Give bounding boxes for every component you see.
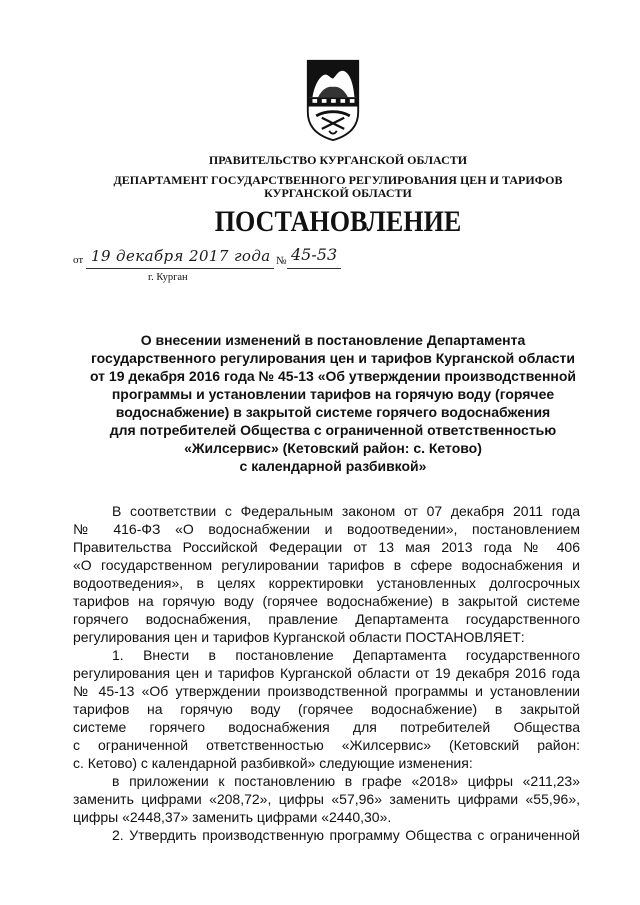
department-name-line-1: ДЕПАРТАМЕНТ ГОСУДАРСТВЕННОГО РЕГУЛИРОВАНИЯ ЦЕН И ТАРИФОВ <box>113 173 563 187</box>
body-line: 1. Внести в постановление Департамента государственного <box>112 647 580 663</box>
body-line: 2. Утвердить производственную программу Общества с ограниченной <box>112 827 580 843</box>
title-line: для потребителей Общества с ограниченной ответственностью <box>109 422 557 438</box>
number-underline <box>287 268 341 269</box>
body-line: В соответствии с Федеральным законом от 07 декабря 2011 года <box>112 503 580 519</box>
body-line: цифры «2448,37» заменить цифрами «2440,30». <box>73 809 392 825</box>
body-line: «О государственном регулировании тарифов в сфере водоснабжения и <box>73 557 580 573</box>
paragraph-item-1 <box>73 646 580 772</box>
title-line: водоснабжение) в закрытой системе горячего водоснабжения <box>115 404 551 420</box>
date-from-label: от <box>73 254 84 266</box>
body-line: горячего водоснабжения, правление Департамента государственного <box>73 611 580 627</box>
body-line: с. Кетово) с календарной разбивкой» следующие изменения: <box>73 755 473 771</box>
body-line: Правительства Российской Федерации от 13 мая 2013 года № 406 <box>73 539 580 555</box>
number-label: № <box>276 255 287 267</box>
paragraph-amendment <box>73 772 580 826</box>
document-body <box>73 502 580 844</box>
body-line: с ограниченной ответственностью «Жилсервис» (Кетовский район: <box>73 737 580 753</box>
paragraph-item-2 <box>73 826 580 844</box>
title-line: «Жилсервис» (Кетовский район: с. Кетово) <box>184 440 482 456</box>
body-line: в приложении к постановлению в графе «2018» цифры «211,23» <box>112 773 580 789</box>
city-label: г. Курган <box>148 272 188 283</box>
handwritten-document-number: 45-53 <box>291 245 338 264</box>
department-name-line-2: КУРГАНСКОЙ ОБЛАСТИ <box>264 186 412 200</box>
coat-of-arms-icon <box>305 58 361 142</box>
body-line: системе горячего водоснабжения для потребителей Общества <box>73 719 580 735</box>
title-line: О внесении изменений в постановление Департамента <box>140 332 526 348</box>
body-line: тарифов на горячую воду (горячее водоснабжение) в закрытой системе <box>73 593 580 609</box>
body-line: заменить цифрами «208,72», цифры «57,96» заменить цифрами «55,96», <box>73 791 580 807</box>
body-line: тарифов на горячую воду (горячее водоснабжение) в закрытой <box>73 701 580 717</box>
document-type-heading: ПОСТАНОВЛЕНИЕ <box>214 205 462 238</box>
title-line: программы и установлении тарифов на горячую воду (горячее <box>111 386 555 402</box>
body-line: регулирования цен и тарифов Курганской области от 19 декабря 2016 года <box>73 665 580 681</box>
title-line: от 19 декабря 2016 года № 45-13 «Об утверждении производственной <box>89 368 577 384</box>
handwritten-date: 19 декабря 2017 года <box>91 247 271 265</box>
body-line: водоотведения», в целях корректировки установленных долгосрочных <box>73 575 580 591</box>
body-line: № 416-ФЗ «О водоснабжении и водоотведении», постановлением <box>73 521 580 537</box>
body-line: № 45-13 «Об утверждении производственной программы и установлении <box>73 683 580 699</box>
paragraph-preamble <box>73 502 580 646</box>
title-line: государственного регулирования цен и тарифов Курганской области <box>91 350 575 366</box>
document-title <box>70 331 596 475</box>
date-underline <box>86 268 274 269</box>
body-line: регулирования цен и тарифов Курганской области ПОСТАНОВЛЯЕТ: <box>73 629 525 645</box>
government-name: ПРАВИТЕЛЬСТВО КУРГАНСКОЙ ОБЛАСТИ <box>208 153 468 167</box>
title-line: с календарной разбивкой» <box>239 458 427 474</box>
